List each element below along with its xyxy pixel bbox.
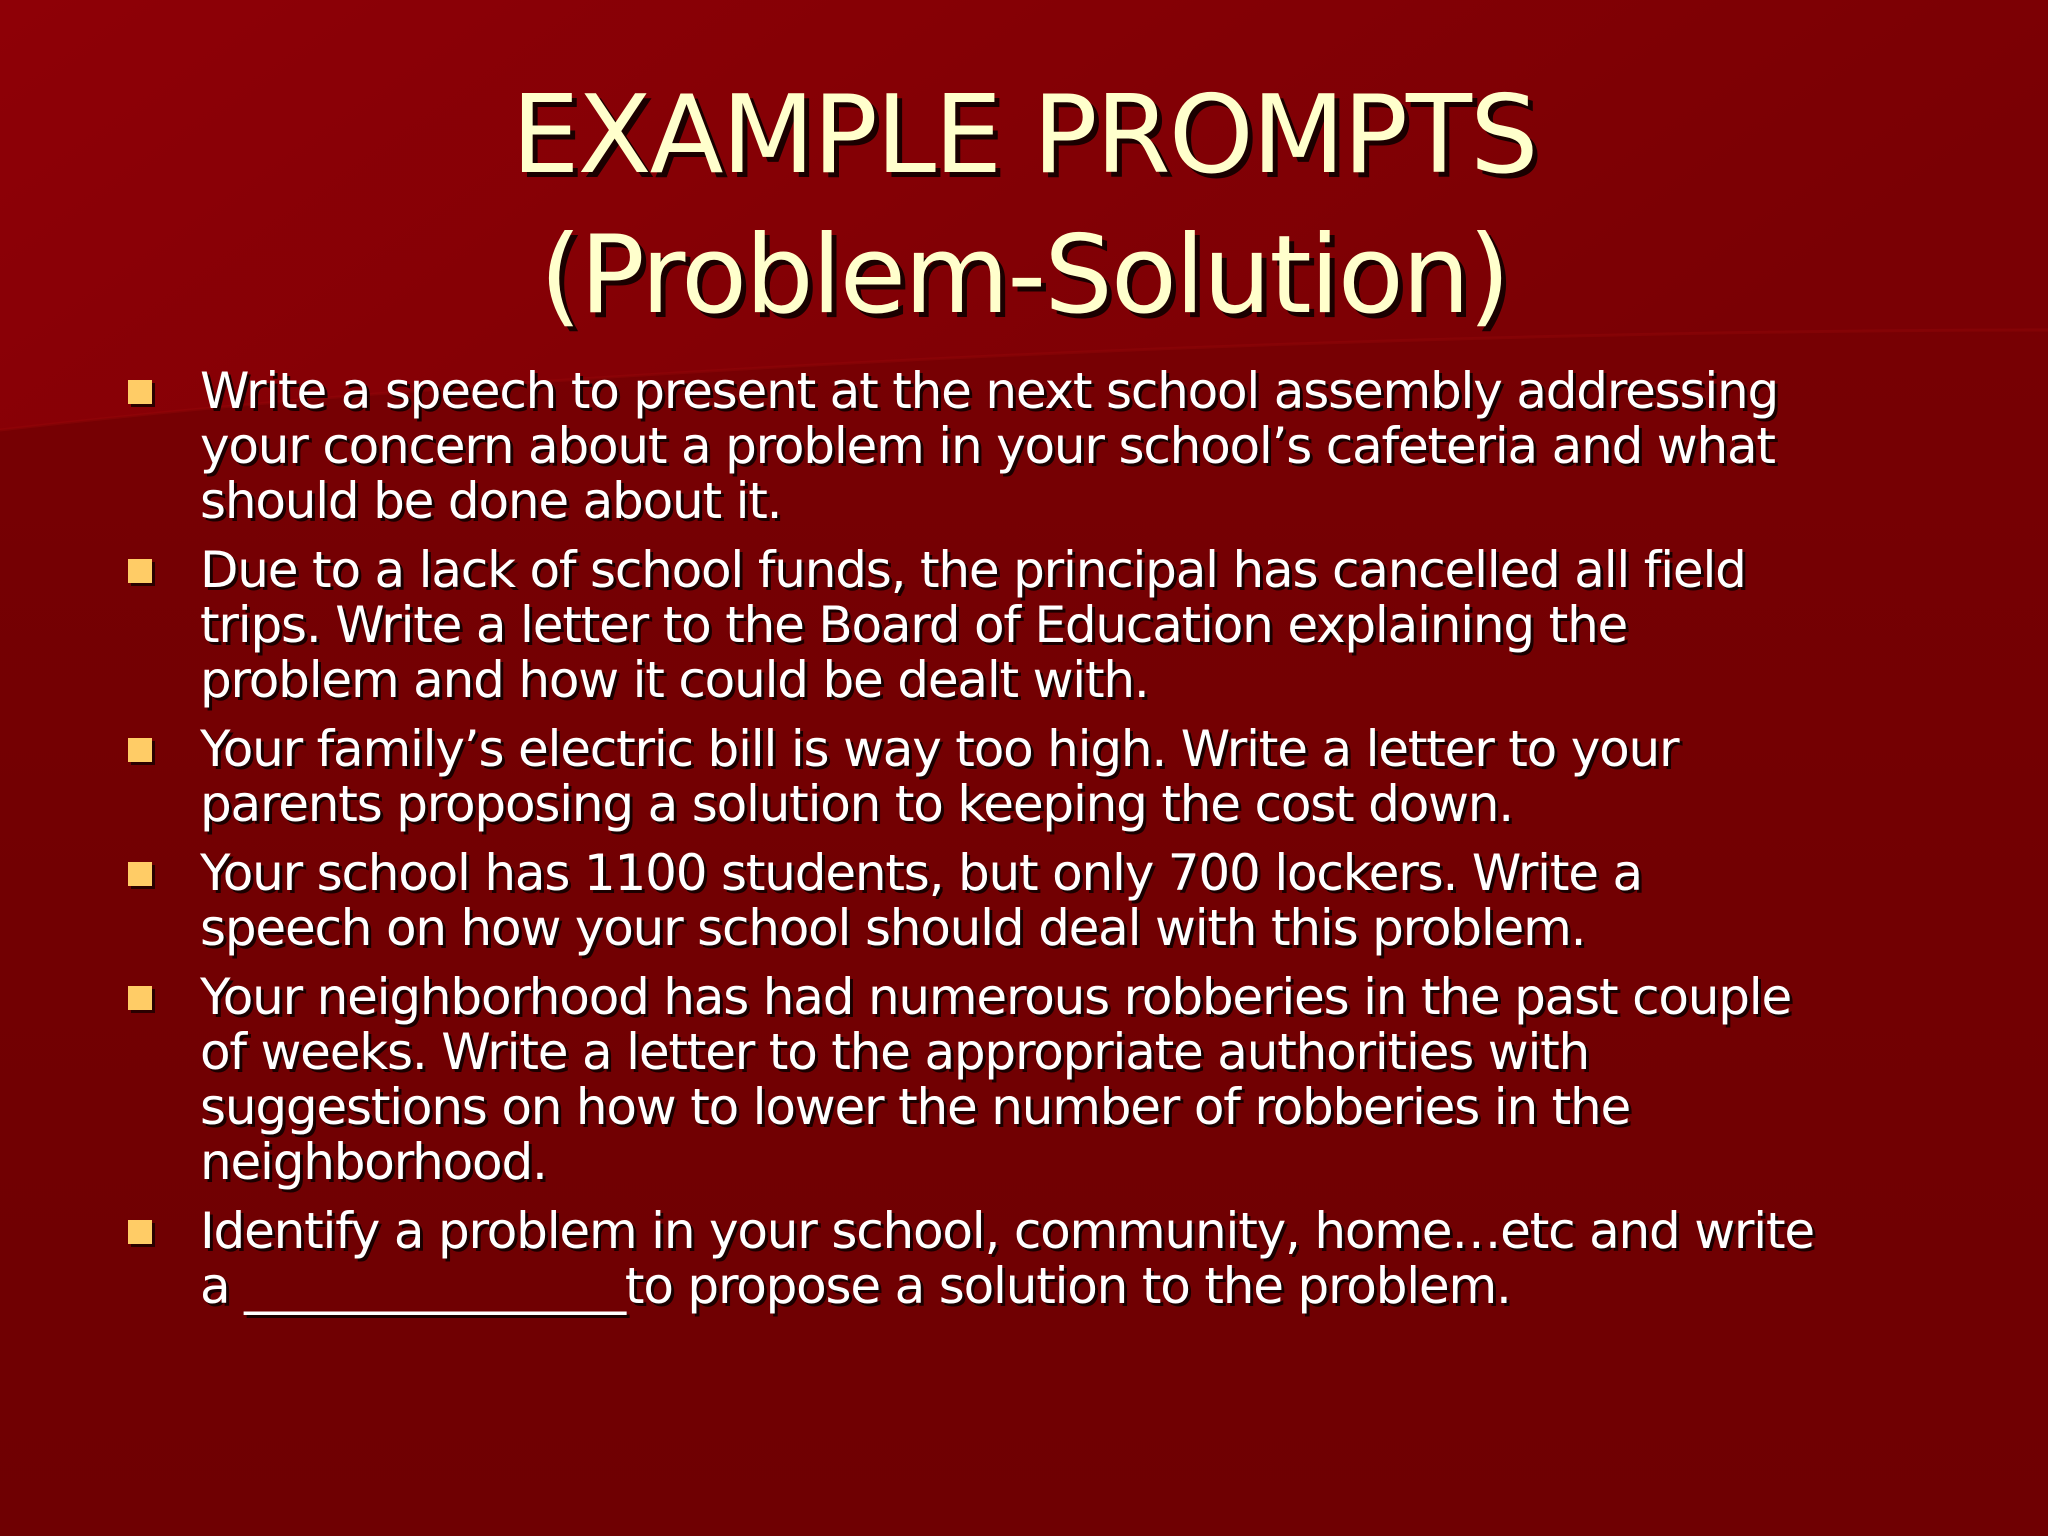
- prompt-text: Due to a lack of school funds, the principal has cancelled all field trips. Write a letter to the Board of Education explaining the problem and how it could be dealt with.: [200, 541, 1746, 709]
- prompt-list: [0, 364, 2048, 1328]
- prompt-item-cafeteria: [0, 364, 1940, 529]
- square-bullet-icon: [128, 559, 152, 583]
- prompt-text: Your neighborhood has had numerous robberies in the past couple of weeks. Write a letter to the appropriate authorities with suggestions on how to lower the number of robberies in the neighborhood.: [200, 968, 1792, 1191]
- slide-title: [0, 66, 2048, 346]
- square-bullet-icon: [128, 738, 152, 762]
- square-bullet-icon: [128, 986, 152, 1010]
- slide-title-line-2: (Problem-Solution): [539, 213, 1509, 338]
- square-bullet-icon: [128, 1220, 152, 1244]
- prompt-item-lockers: [0, 846, 1940, 956]
- prompt-item-electric-bill: [0, 722, 1940, 832]
- prompt-item-identify-problem: [0, 1204, 1940, 1314]
- square-bullet-icon: [128, 862, 152, 886]
- slide-title-line-1: EXAMPLE PROMPTS: [511, 73, 1537, 198]
- prompt-text: Write a speech to present at the next school assembly addressing your concern about a problem in your school’s cafeteria and what should be done about it.: [200, 362, 1779, 530]
- prompt-item-field-trips: [0, 543, 1940, 708]
- prompt-text: Your family’s electric bill is way too high. Write a letter to your parents proposing a solution to keeping the cost down.: [200, 720, 1679, 833]
- prompt-item-robberies: [0, 970, 1940, 1190]
- prompt-text: Your school has 1100 students, but only 700 lockers. Write a speech on how your school should deal with this problem.: [200, 844, 1642, 957]
- prompt-text: Identify a problem in your school, community, home…etc and write a ________________to propose a solution to the problem.: [200, 1202, 1814, 1315]
- square-bullet-icon: [128, 380, 152, 404]
